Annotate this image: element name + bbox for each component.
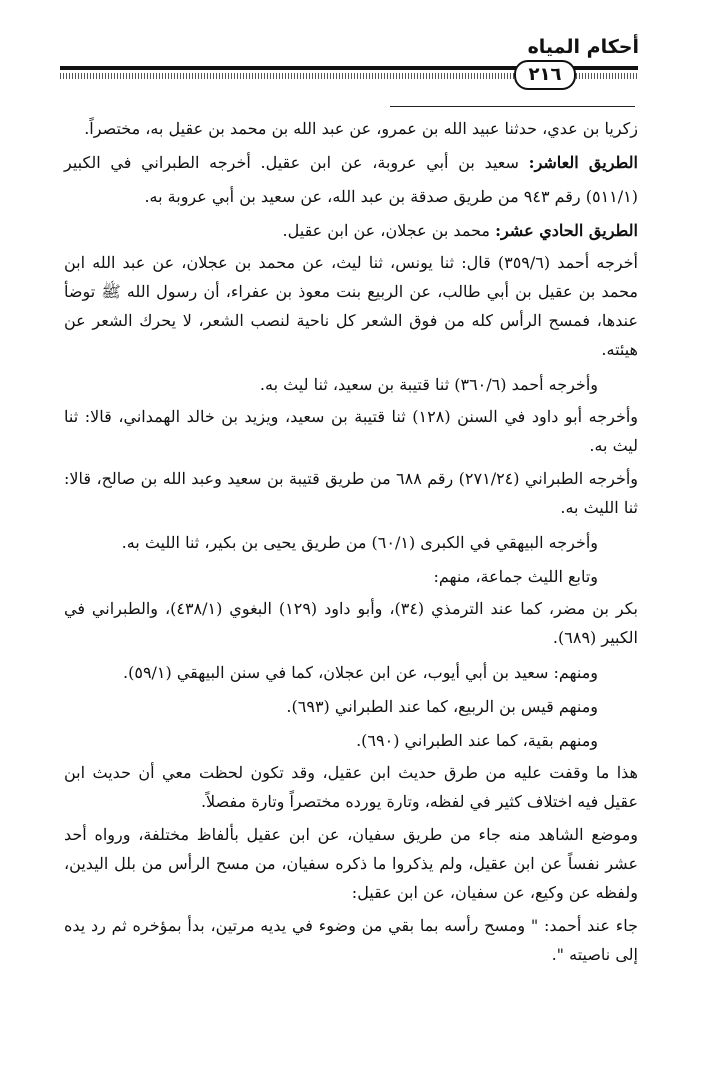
paragraph xyxy=(64,594,638,652)
paragraph-text: وأخرجه البيهقي في الكبرى (٦٠/١) من طريق يحيى بن بكير، ثنا الليث به. xyxy=(121,533,598,552)
paragraph-text: محمد بن عجلان، عن ابن عقيل. xyxy=(282,221,496,240)
book-title: أحكام المياه xyxy=(527,36,639,58)
paragraph-text: وموضع الشاهد منه جاء من طريق سفيان، عن ابن عقيل بألفاظ مختلفة، ورواه أحد عشر نفساً عن ابن عقيل، ولم يذكروا ما ذكره سفيان، من مسح الرأس من بلل اليدين، ولفظه عن وكيع، عن سفيان، عن ابن عقيل: xyxy=(64,825,638,902)
paragraph xyxy=(64,690,638,724)
paragraph xyxy=(64,112,638,146)
paragraph-text: بكر بن مضر، كما عند الترمذي (٣٤)، وأبو داود (١٢٩) البغوي (٤٣٨/١)، والطبراني في الكبير (٦٨٩). xyxy=(64,599,638,647)
paragraph xyxy=(64,402,638,460)
paragraph xyxy=(64,214,638,248)
paragraph xyxy=(64,656,638,690)
paragraph-text: أخرجه أحمد (٣٥٩/٦) قال: ثنا يونس، ثنا ليث، عن محمد بن عجلان، عن عبد الله ابن محمد بن عقيل بن أبي طالب، عن الربيع بنت معوذ بن عفراء، أن رسول الله ﷺ توضأ عندها، فمسح الرأس كله من فوق الشعر كل ناحية لنصب الشعر، لا يحرك الشعر عن هيئته. xyxy=(64,253,639,359)
footnote-separator xyxy=(390,106,635,107)
page-header xyxy=(0,0,703,90)
paragraph xyxy=(64,820,638,907)
paragraph-heading: الطريق الحادي عشر: xyxy=(495,221,638,240)
paragraph xyxy=(64,758,638,816)
page-number: ٢١٦ xyxy=(514,60,576,90)
paragraph-text: وتابع الليث جماعة، منهم: xyxy=(433,567,598,586)
paragraph-text: هذا ما وقفت عليه من طرق حديث ابن عقيل، وقد تكون لحظت معي أن حديث ابن عقيل فيه اختلاف كثير في لفظه، وتارة يورده مختصراً وتارة مفصلاً. xyxy=(64,763,638,811)
paragraph xyxy=(64,146,638,214)
paragraph-text: جاء عند أحمد: " ومسح رأسه بما بقي من وضوء في يديه مرتين، بدأ بمؤخره ثم رد يده إلى ناصيته ". xyxy=(64,916,638,964)
paragraph xyxy=(64,248,638,364)
paragraph-heading: الطريق العاشر: xyxy=(528,153,638,172)
paragraph-text: وأخرجه أحمد (٣٦٠/٦) ثنا قتيبة بن سعيد، ثنا ليث به. xyxy=(259,375,598,394)
paragraph-text: سعيد بن أبي عروبة، عن ابن عقيل. أخرجه الطبراني في الكبير (٥١١/١) رقم ٩٤٣ من طريق صدقة بن عبد الله، عن سعيد بن أبي عروبة به. xyxy=(64,153,638,206)
paragraph-text: ومنهم: سعيد بن أبي أيوب، عن ابن عجلان، كما في سنن البيهقي (٥٩/١). xyxy=(123,663,598,682)
paragraph-text: وأخرجه الطبراني (٢٧١/٢٤) رقم ٦٨٨ من طريق قتيبة بن سعيد وعبد الله بن صالح، قالا: ثنا الليث به. xyxy=(64,469,639,517)
paragraph xyxy=(64,526,638,560)
paragraph xyxy=(64,560,638,594)
paragraph xyxy=(64,368,638,402)
paragraph xyxy=(64,464,638,522)
paragraph-text: ومنهم قيس بن الربيع، كما عند الطبراني (٦٩٣). xyxy=(286,697,598,716)
paragraph-text: وأخرجه أبو داود في السنن (١٢٨) ثنا قتيبة بن سعيد، ويزيد بن خالد الهمداني، قالا: ثنا ليث به. xyxy=(64,407,639,455)
paragraph xyxy=(64,911,638,969)
paragraph-text: زكريا بن عدي، حدثنا عبيد الله بن عمرو، عن عبد الله بن محمد بن عقيل به، مختصراً. xyxy=(84,119,638,138)
page-body xyxy=(64,112,638,969)
paragraph-text: ومنهم بقية، كما عند الطبراني (٦٩٠). xyxy=(356,731,598,750)
paragraph xyxy=(64,724,638,758)
